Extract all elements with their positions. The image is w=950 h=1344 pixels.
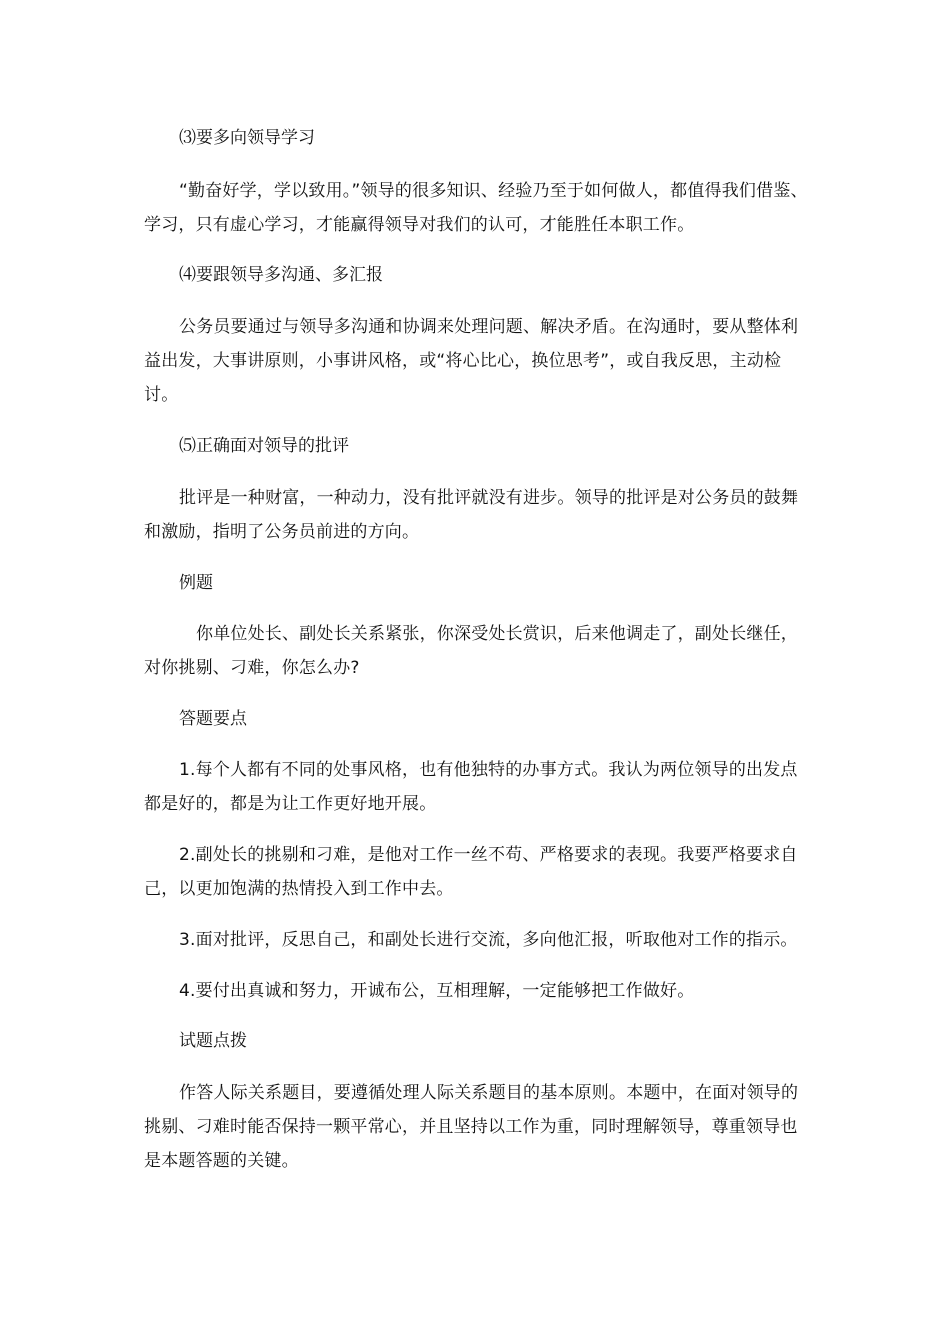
- tip-paragraph: 作答人际关系题目，要遵循处理人际关系题目的基本原则。本题中，在面对领导的挑剔、刁难时能否保持一颗平常心，并且坚持以工作为重，同时理解领导，尊重领导也是本题答题的关键。: [144, 1083, 799, 1171]
- tip-label: 试题点拨: [179, 1031, 247, 1051]
- answer-point-2: 2.副处长的挑剔和刁难，是他对工作一丝不苟、严格要求的表现。我要严格要求自己，以更加饱满的热情投入到工作中去。: [144, 845, 798, 899]
- example-label: 例题: [179, 573, 213, 593]
- answer-points-label: 答题要点: [179, 709, 247, 729]
- answer-point-3: 3.面对批评，反思自己，和副处长进行交流，多向他汇报，听取他对工作的指示。: [179, 930, 798, 950]
- paragraph-learn-from-leader: “勤奋好学，学以致用。”领导的很多知识、经验乃至于如何做人，都值得我们借鉴、学习，只有虚心学习，才能赢得领导对我们的认可，才能胜任本职工作。: [144, 181, 808, 235]
- section-heading-5: ⑸正确面对领导的批评: [179, 436, 349, 456]
- section-heading-3: ⑶要多向领导学习: [179, 128, 315, 148]
- answer-point-1: 1.每个人都有不同的处事风格，也有他独特的办事方式。我认为两位领导的出发点都是好的，都是为让工作更好地开展。: [144, 760, 798, 814]
- paragraph-criticism: 批评是一种财富，一种动力，没有批评就没有进步。领导的批评是对公务员的鼓舞和激励，指明了公务员前进的方向。: [144, 488, 799, 542]
- section-heading-4: ⑷要跟领导多沟通、多汇报: [179, 265, 383, 285]
- example-question: 你单位处长、副处长关系紧张，你深受处长赏识，后来他调走了，副处长继任，对你挑剔、刁难，你怎么办?: [144, 624, 798, 678]
- paragraph-communicate: 公务员要通过与领导多沟通和协调来处理问题、解决矛盾。在沟通时，要从整体利益出发，大事讲原则，小事讲风格，或“将心比心，换位思考”，或自我反思，主动检讨。: [144, 317, 799, 405]
- answer-point-4: 4.要付出真诚和努力，开诚布公，互相理解，一定能够把工作做好。: [179, 981, 695, 1001]
